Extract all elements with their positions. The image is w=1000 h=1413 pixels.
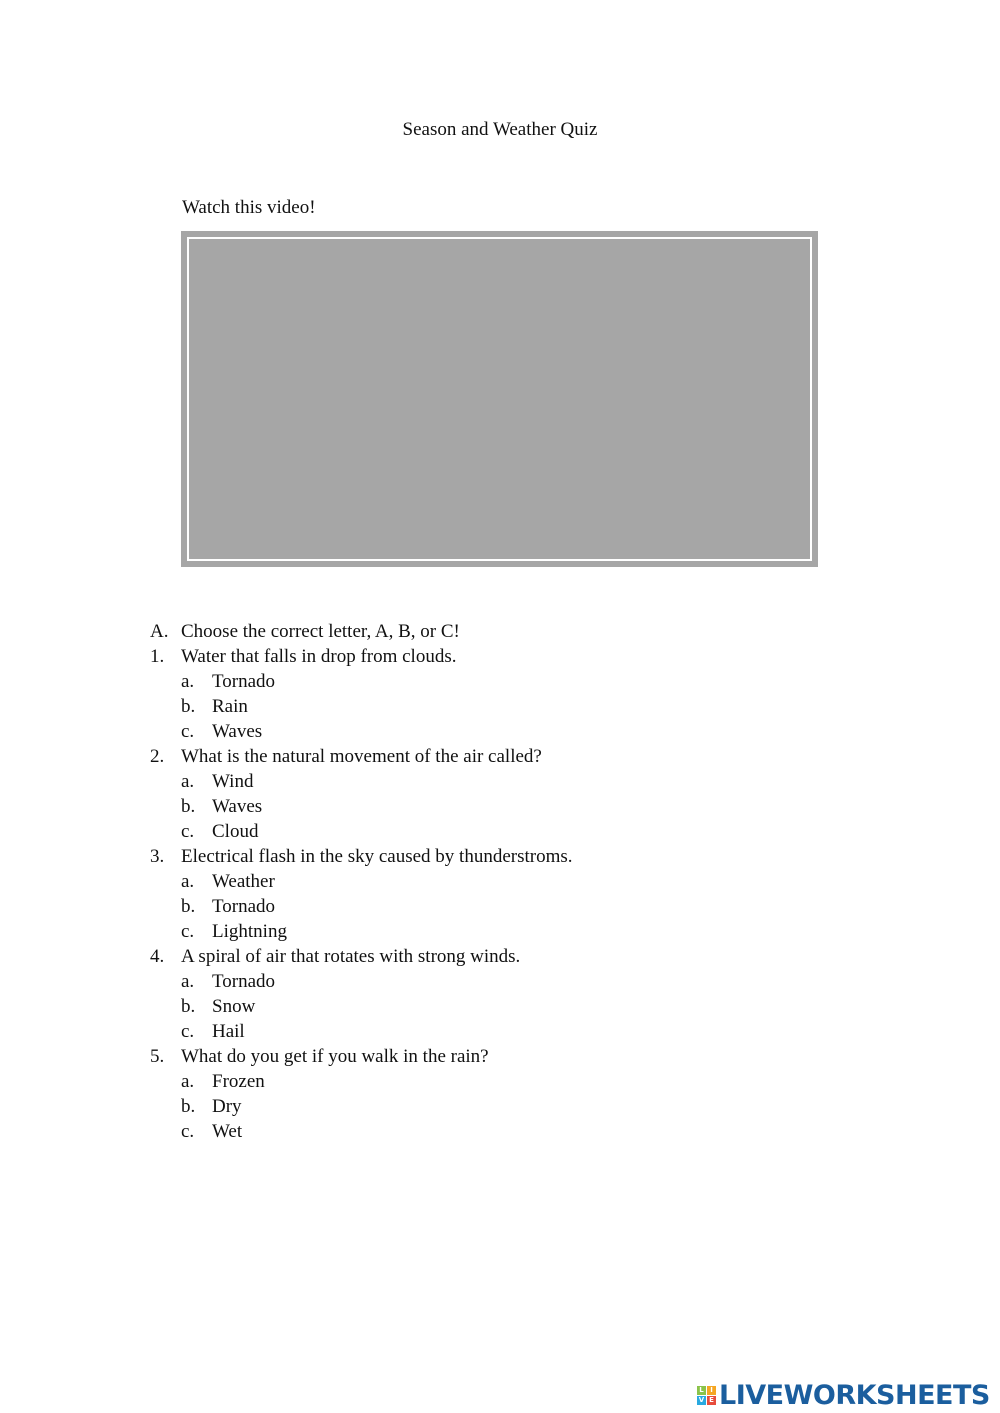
question-text: A spiral of air that rotates with strong winds. [181,946,521,967]
option-text: Waves [212,796,263,817]
logo-icon-tile: L [697,1386,706,1395]
answer-option[interactable] [150,694,850,719]
answer-option[interactable] [150,794,850,819]
option-text: Hail [212,1021,245,1042]
answer-option[interactable] [150,1094,850,1119]
option-letter: a. [181,1071,195,1092]
option-text: Wind [212,771,254,792]
option-letter: b. [181,996,196,1017]
liveworksheets-icon [697,1386,716,1405]
section-instruction [150,619,850,644]
liveworksheets-logo [697,1378,990,1412]
question-number: 3. [150,846,165,867]
question-number: 4. [150,946,165,967]
option-text: Tornado [212,671,276,692]
option-letter: b. [181,896,196,917]
video-frame [187,237,812,561]
section-instruction-text: Choose the correct letter, A, B, or C! [181,621,460,642]
question-4 [150,944,850,969]
section-marker: A. [150,621,169,642]
question-text: What do you get if you walk in the rain? [181,1046,489,1067]
question-5 [150,1044,850,1069]
logo-icon-tile: I [707,1386,716,1395]
question-text: Water that falls in drop from clouds. [181,646,457,667]
question-text: Electrical flash in the sky caused by thunderstroms. [181,846,573,867]
question-1 [150,644,850,669]
option-letter: c. [181,921,195,942]
option-letter: a. [181,871,195,892]
logo-icon-tile: V [698,1395,705,1404]
option-text: Rain [212,696,248,717]
option-text: Frozen [212,1071,265,1092]
question-list [150,644,850,1144]
question-number: 1. [150,646,165,667]
option-text: Wet [212,1121,243,1142]
option-text: Waves [212,721,263,742]
option-text: Lightning [212,921,287,942]
option-letter: c. [181,1121,195,1142]
option-letter: b. [181,796,196,817]
answer-option[interactable] [150,669,850,694]
answer-option[interactable] [150,719,850,744]
video-instruction: Watch this video! [182,197,316,218]
answer-option[interactable] [150,869,850,894]
option-letter: c. [181,1021,195,1042]
logo-icon-tile: E [707,1396,716,1405]
answer-option[interactable] [150,919,850,944]
option-text: Weather [212,871,275,892]
option-letter: a. [181,971,195,992]
option-text: Snow [212,996,256,1017]
option-letter: c. [181,821,195,842]
question-number: 5. [150,1046,165,1067]
answer-option[interactable] [150,1119,850,1144]
question-number: 2. [150,746,165,767]
option-text: Tornado [212,971,276,992]
answer-option[interactable] [150,819,850,844]
question-2 [150,744,850,769]
question-3 [150,844,850,869]
option-letter: a. [181,771,195,792]
option-letter: b. [181,1096,196,1117]
video-player[interactable] [181,231,818,567]
logo-text: LIVEWORKSHEETS [719,1379,990,1411]
option-letter: a. [181,671,195,692]
page-title: Season and Weather Quiz [402,119,598,140]
answer-option[interactable] [150,894,850,919]
question-text: What is the natural movement of the air called? [181,746,542,767]
option-text: Tornado [212,896,276,917]
answer-option[interactable] [150,969,850,994]
option-text: Cloud [212,821,259,842]
answer-option[interactable] [150,994,850,1019]
quiz-section [150,619,850,1144]
option-letter: b. [181,696,196,717]
answer-option[interactable] [150,1019,850,1044]
option-text: Dry [212,1096,242,1117]
answer-option[interactable] [150,769,850,794]
answer-option[interactable] [150,1069,850,1094]
option-letter: c. [181,721,195,742]
